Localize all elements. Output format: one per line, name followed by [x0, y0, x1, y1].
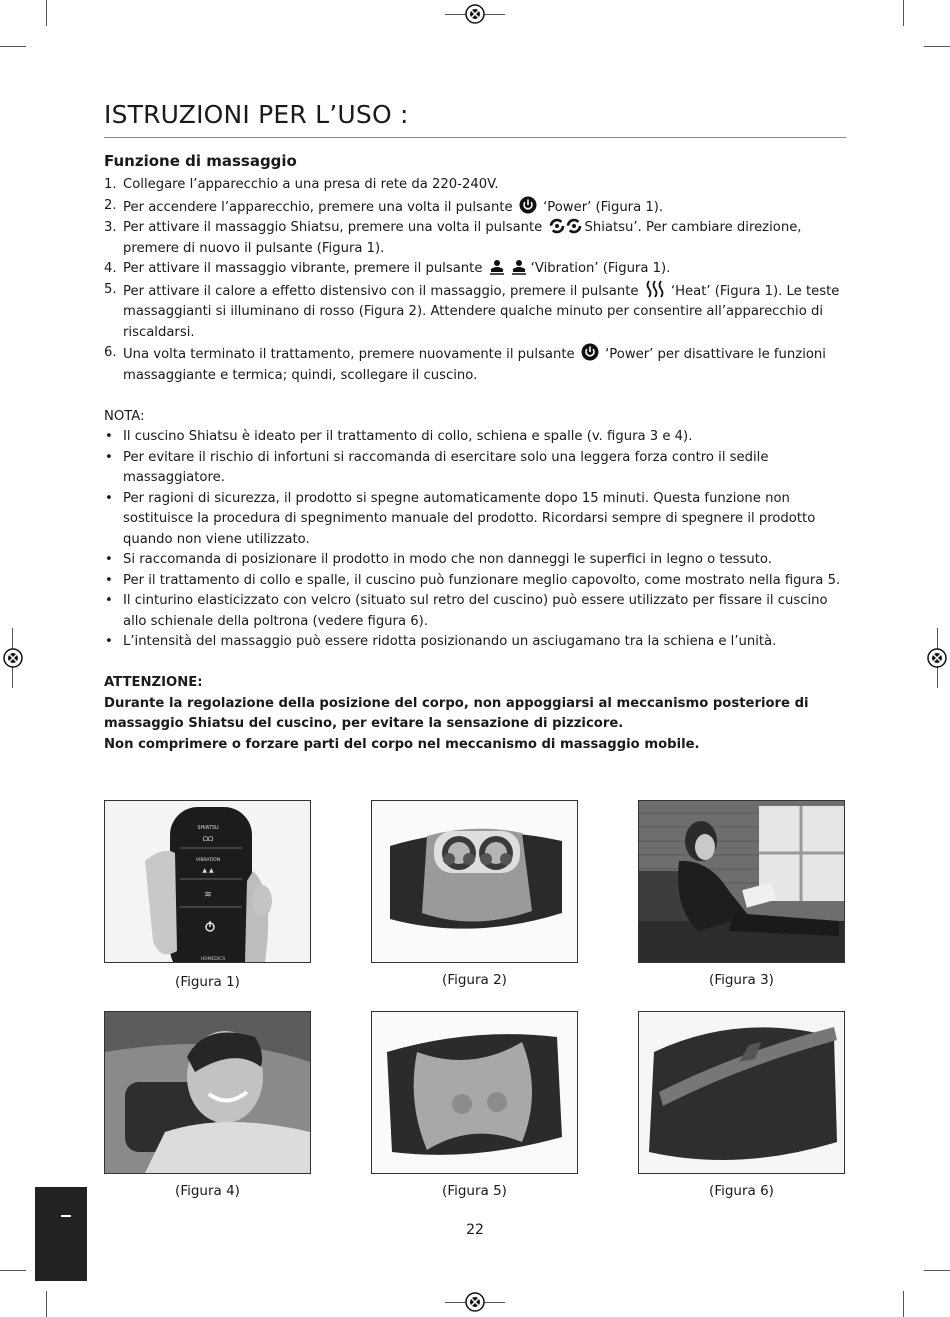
- crop-mark: [903, 1291, 904, 1317]
- list-item: • Si raccomanda di posizionare il prodotto in modo che non danneggi le superfici in legno o tessuto.: [104, 550, 849, 571]
- step-number: 4.: [104, 261, 117, 276]
- language-tab: [35, 1187, 87, 1281]
- registration-mark-icon: [464, 1291, 486, 1313]
- registration-mark-icon: [2, 647, 24, 669]
- page-title: ISTRUZIONI PER L’USO :: [104, 100, 409, 129]
- step-text: Per attivare il massaggio vibrante, premere il pulsante: [123, 261, 483, 276]
- figure-caption: (Figura 4): [175, 1183, 240, 1199]
- list-item: [104, 218, 849, 259]
- crop-mark: [0, 46, 26, 47]
- step-text: ‘Vibration’ (Figura 1).: [530, 261, 671, 276]
- list-item: [104, 259, 849, 280]
- vibration-icon: [489, 259, 529, 275]
- step-number: 2.: [104, 197, 117, 213]
- list-item: [104, 175, 849, 196]
- list-item: • Il cuscino Shiatsu è ideato per il trattamento di collo, schiena e spalle (v. figura 3 e 4).: [104, 427, 849, 448]
- instructions-body: [104, 175, 849, 755]
- step-text: Per accendere l’apparecchio, premere una volta il pulsante: [123, 199, 513, 215]
- svg-text:≋: ≋: [204, 890, 212, 900]
- figure-4-image: [104, 1011, 311, 1174]
- step-text: Collegare l’apparecchio a una presa di rete da 220-240V.: [123, 177, 499, 192]
- figure-caption: (Figura 1): [175, 974, 240, 990]
- figure-caption: (Figura 6): [709, 1183, 774, 1199]
- list-item: [104, 343, 849, 386]
- crop-mark: [46, 0, 47, 26]
- figure-caption: (Figura 2): [442, 972, 507, 988]
- step-text: Una volta terminato il trattamento, premere nuovamente il pulsante: [123, 347, 575, 362]
- step-text: ‘Heat’ (Figura 1). Le teste massaggianti si illuminano di rosso (Figura 2). Attendere qualche minuto per consentire all’apparecchio di riscaldarsi.: [123, 283, 840, 340]
- crop-mark: [924, 46, 950, 47]
- remote-brand: HOMEDICS: [200, 957, 226, 962]
- svg-text:ᘯᘯ: ᘯᘯ: [202, 835, 214, 843]
- step-text: Per attivare il calore a effetto distensivo con il massaggio, premere il pulsante: [123, 283, 639, 299]
- title-divider: [104, 137, 846, 138]
- warning-text: Durante la regolazione della posizione del corpo, non appoggiarsi al meccanismo posteriore di massaggio Shiatsu del cuscino, per evitare la sensazione di pizzicore.: [104, 695, 809, 731]
- heat-waves-icon: [645, 280, 665, 298]
- step-text: ‘Power’ (Figura 1).: [543, 199, 664, 215]
- registration-mark-icon: [464, 3, 486, 25]
- registration-mark-icon: [926, 647, 948, 669]
- crop-mark: [46, 1291, 47, 1317]
- step-number: 3.: [104, 220, 117, 235]
- crop-mark: [0, 1270, 26, 1271]
- step-text: ‘Power’ per disattivare le funzioni massaggiante e termica; quindi, scollegare il cuscino.: [123, 347, 826, 383]
- step-text: Per attivare il massaggio Shiatsu, premere una volta il pulsante: [123, 220, 543, 235]
- page-number: 22: [466, 1222, 484, 1238]
- step-number: 5.: [104, 281, 117, 297]
- list-item: [104, 196, 849, 219]
- list-item: • Per il trattamento di collo e spalle, il cuscino può funzionare meglio capovolto, come mostrato nella figura 5.: [104, 571, 849, 592]
- list-item: • Per evitare il rischio di infortuni si raccomanda di esercitare solo una leggera forza contro il sedile massaggiatore.: [104, 448, 849, 489]
- step-number: 1.: [104, 177, 117, 192]
- figure-1-image: [104, 800, 311, 963]
- power-icon: [581, 343, 599, 361]
- step-text: Shiatsu’. Per cambiare direzione, premere di nuovo il pulsante (Figura 1).: [123, 220, 802, 256]
- figure-caption: (Figura 5): [442, 1183, 507, 1199]
- section-heading: Funzione di massaggio: [104, 152, 297, 170]
- power-icon: [519, 196, 537, 214]
- step-number: 6.: [104, 345, 117, 360]
- list-item: • L’intensità del massaggio può essere ridotta posizionando un asciugamano tra la schiena e l’unità.: [104, 632, 849, 653]
- note-label: NOTA:: [104, 408, 145, 424]
- svg-text:▲ ▲: ▲ ▲: [202, 867, 214, 874]
- list-item: • Il cinturino elasticizzato con velcro (situato sul retro del cuscino) può essere utilizzato per fissare il cuscino allo schienale della poltrona (vedere figura 6).: [104, 591, 849, 632]
- crop-mark: [924, 1270, 950, 1271]
- warning-label: ATTENZIONE:: [104, 675, 203, 690]
- remote-label: VIBRATION: [195, 858, 221, 863]
- figure-2-image: [371, 800, 578, 963]
- crop-mark: [903, 0, 904, 26]
- warning-text: Non comprimere o forzare parti del corpo nel meccanismo di massaggio mobile.: [104, 736, 700, 752]
- figure-6-image: [638, 1011, 845, 1174]
- notes-list: [104, 427, 849, 653]
- figure-5-image: [371, 1011, 578, 1174]
- remote-label: SHIATSU: [197, 825, 219, 831]
- list-item: • Per ragioni di sicurezza, il prodotto si spegne automaticamente dopo 15 minuti. Questa funzione non sostituisce la procedura di spegnimento manuale del prodotto. Ricordarsi sempre di spegnere il prodotto quando non viene utilizzato.: [104, 489, 849, 551]
- figure-3-image: [638, 800, 845, 963]
- shiatsu-rotation-icon: [549, 218, 583, 234]
- figure-caption: (Figura 3): [709, 972, 774, 988]
- list-item: [104, 280, 849, 344]
- steps-list: [104, 175, 849, 386]
